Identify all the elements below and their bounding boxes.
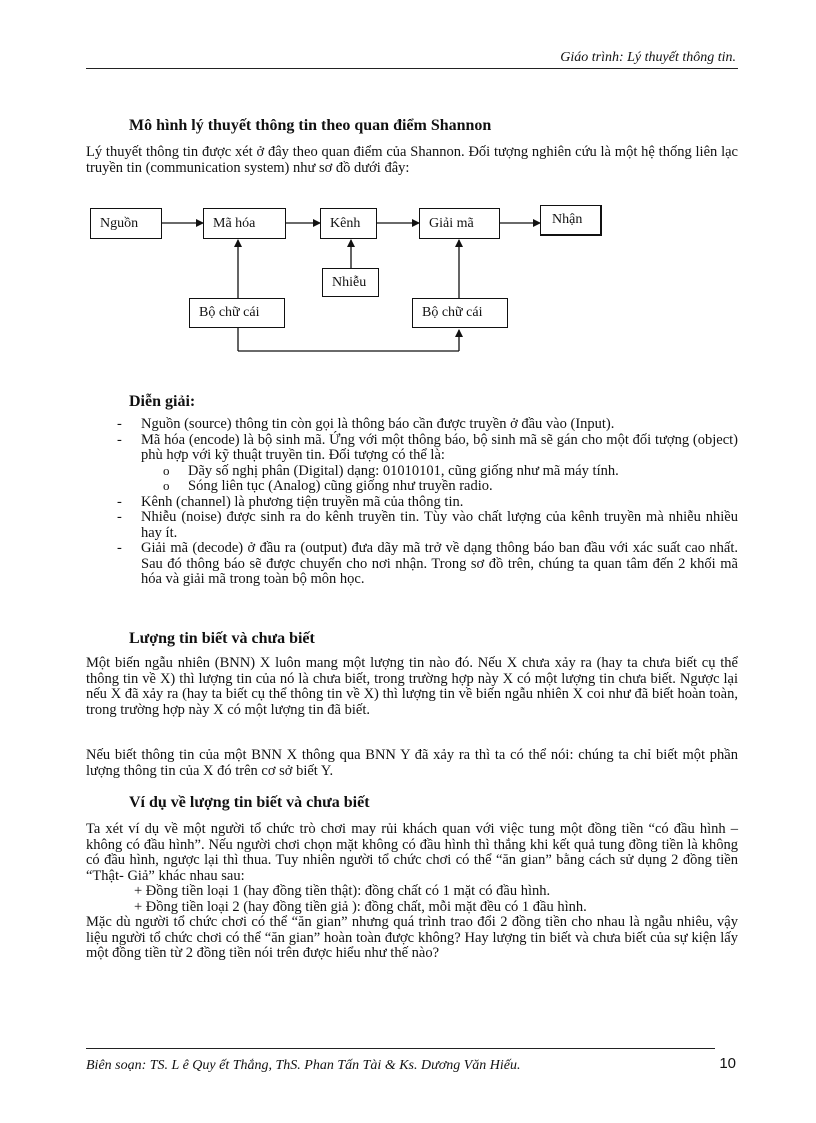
receiver-box: Nhận	[540, 205, 602, 236]
sub-list-item: o Sóng liên tục (Analog) cũng giống như truyền radio.	[151, 479, 738, 495]
paragraph: Mặc dù người tổ chức chơi có thể “ăn gian” nhưng quá trình trao đổi 2 đồng tiền cho nhau là ngẫu nhiêu, vậy liệu người tổ chức chơi có thể “ăn gian” hoàn toàn được không? Hay lượng tin biết và chưa biết của sự kiện lấy một đồng tiền từ 2 đồng tiền nói trên được hiểu như thế nào?	[86, 914, 738, 961]
intro-paragraph: Lý thuyết thông tin được xét ở đây theo quan điểm của Shannon. Đối tượng nghiên cứu là một hệ thống liên lạc truyền tin (communication system) như sơ đồ dưới đây:	[86, 144, 738, 176]
list-item: - Nguồn (source) thông tin còn gọi là thông báo cần được truyền ở đầu vào (Input).	[110, 417, 738, 433]
source-box: Nguồn	[90, 208, 162, 239]
alphabet-box-left: Bộ chữ cái	[189, 298, 285, 328]
noise-box: Nhiễu	[322, 268, 379, 297]
encoder-box: Mã hóa	[203, 208, 286, 239]
coin-line: + Đồng tiền loại 2 (hay đồng tiền giả ): đồng chất, mỗi mặt đều có 1 đầu hình.	[134, 898, 587, 915]
channel-box: Kênh	[320, 208, 377, 239]
alphabet-box-right: Bộ chữ cái	[412, 298, 508, 328]
decoder-box: Giải mã	[419, 208, 500, 239]
list-item: - Kênh (channel) là phương tiện truyền mã của thông tin.	[110, 495, 738, 511]
coin-line: + Đồng tiền loại 1 (hay đồng tiền thật): đồng chất có 1 mặt có đầu hình.	[134, 883, 551, 899]
section-heading-shannon: Mô hình lý thuyết thông tin theo quan điểm Shannon	[129, 117, 492, 134]
explanation-heading: Diễn giải:	[129, 393, 196, 410]
list-item: - Giải mã (decode) ở đầu ra (output) đưa dãy mã trở về dạng thông báo ban đầu với xác suất cao nhất. Sau đó thông báo sẽ được chuyển cho nơi nhận. Trong sơ đồ trên, chúng ta quan tâm đến 2 khối mã hóa và giải mã trong toàn bộ môn học.	[110, 541, 738, 588]
list-item	[110, 433, 738, 495]
paragraph: Nếu biết thông tin của một BNN X thông qua BNN Y đã xảy ra thì ta có thể nói: chúng ta chỉ biết một phần lượng thông tin của X đó trên cơ sở biết Y.	[86, 747, 738, 779]
footer-rule	[86, 1048, 715, 1049]
header-rule	[86, 68, 738, 69]
list-item: - Nhiễu (noise) được sinh ra do kênh truyền tin. Tùy vào chất lượng của kênh truyền mà nhiễu nhiều hay ít.	[110, 510, 738, 541]
page-number: 10	[719, 1055, 736, 1072]
list-item-text: Mã hóa (encode) là bộ sinh mã. Ứng với một thông báo, bộ sinh mã sẽ gán cho một đối tượng (object) phù hợp với kỹ thuật truyền tin. Đối tượng có thể là:	[141, 431, 738, 463]
explanation-list	[110, 417, 738, 588]
sub-list-item: o Dãy số nghị phân (Digital) dạng: 01010101, cũng giống như mã máy tính.	[151, 464, 738, 480]
running-header: Giáo trình: Lý thuyết thông tin.	[560, 50, 736, 65]
paragraph: Ta xét ví dụ về một người tổ chức trò chơi may rủi khách quan với việc tung một đồng tiền “có đầu hình – không có đầu hình”. Nếu người chơi chọn mặt không có đầu hình thì thắng khi kết quả tung đồng tiền là không có đầu hình, ngược lại thì thua. Tuy nhiên người tổ chức chơi có thể “ăn gian” bằng cách sử dụng 2 đồng tiền “Thật- Giả” khác nhau sau:	[86, 821, 738, 884]
footer-authors: Biên soạn: TS. L ê Quy ết Thắng, ThS. Phan Tấn Tài & Ks. Dương Văn Hiếu.	[86, 1058, 521, 1073]
section-heading-example: Ví dụ về lượng tin biết và chưa biết	[129, 794, 370, 811]
section-heading-known-unknown: Lượng tin biết và chưa biết	[129, 630, 315, 647]
paragraph: Một biến ngẫu nhiên (BNN) X luôn mang một lượng tin nào đó. Nếu X chưa xảy ra (hay ta chưa biết cụ thể thông tin về X) thì lượng tin của nó là chưa biết, trong trường hợp này X có một lượng tin chưa biết. Ngược lại nếu X đã xảy ra (hay ta biết cụ thể thông tin về X) thì lượng tin về biến ngẫu nhiên X coi như đã biết hoàn toàn, trong trường hợp này X có một lượng tin đã biết.	[86, 655, 738, 718]
